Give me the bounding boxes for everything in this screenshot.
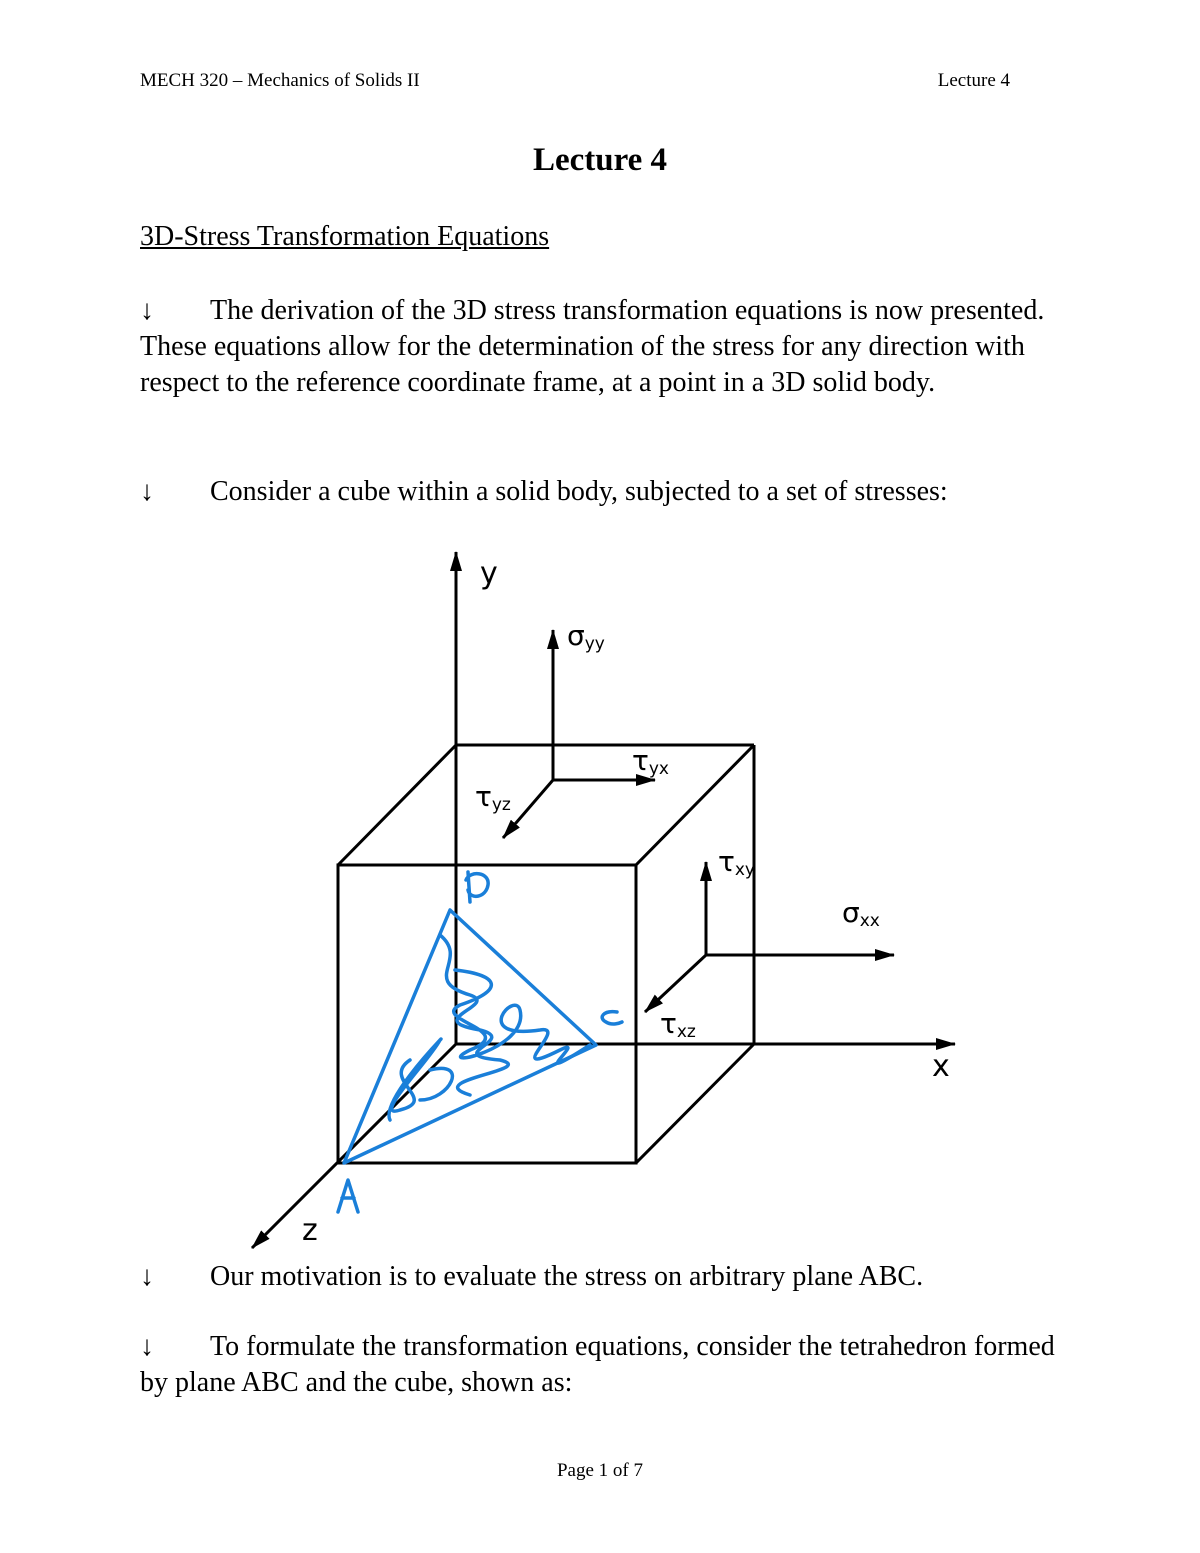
paragraph-text: To formulate the transformation equations, consider the tetrahedron formed by plane ABC and the cube, shown as: <box>140 1331 1055 1398</box>
paragraph-consider-cube <box>140 474 1070 510</box>
plane-abc-scribble <box>389 935 590 1120</box>
x-axis-label: x <box>932 1049 950 1084</box>
paragraph-text: Consider a cube within a solid body, subjected to a set of stresses: <box>210 476 948 507</box>
tau-xy-label: τxy <box>718 845 755 880</box>
point-a-mark <box>338 1180 358 1212</box>
y-axis-label: y <box>480 556 498 591</box>
paragraph-text: The derivation of the 3D stress transformation equations is now presented. These equations allow for the determination of the stress for any direction with respect to the reference coordinate frame, at a point in a 3D solid body. <box>140 295 1045 398</box>
cube-bottom-back-edge <box>636 1044 754 1163</box>
cube-top-left-edge <box>338 745 456 865</box>
running-header-lecture: Lecture 4 <box>937 70 1010 91</box>
paragraph-motivation <box>140 1259 1070 1295</box>
tau-xz-label: τxz <box>660 1007 696 1042</box>
tau-yz-label: τyz <box>475 780 511 815</box>
section-heading: 3D-Stress Transformation Equations <box>140 221 550 252</box>
tau-xz-arrow <box>645 955 706 1012</box>
paragraph-text: Our motivation is to evaluate the stress on arbitrary plane ABC. <box>210 1261 924 1292</box>
running-header-course: MECH 320 – Mechanics of Solids II <box>140 70 420 91</box>
plane-abc-outline <box>344 910 596 1163</box>
point-b-mark <box>466 872 488 902</box>
z-axis-label: z <box>302 1213 318 1248</box>
z-axis <box>252 1044 456 1248</box>
bullet-arrow-icon: ↓ <box>140 295 154 326</box>
sigma-xx-label: σxx <box>842 896 880 931</box>
bullet-arrow-icon: ↓ <box>140 1331 154 1362</box>
stress-cube-figure <box>0 530 1200 1260</box>
tau-yx-label: τyx <box>632 744 669 779</box>
point-c-mark <box>602 1012 622 1024</box>
page-title: Lecture 4 <box>532 142 668 178</box>
bullet-arrow-icon: ↓ <box>140 1261 154 1292</box>
page-footer: Page 1 of 7 <box>556 1460 643 1481</box>
bullet-arrow-icon: ↓ <box>140 476 154 507</box>
sigma-yy-label: σyy <box>567 619 605 654</box>
paragraph-derivation <box>140 293 1070 401</box>
stress-arrows <box>503 630 894 1012</box>
plane-abc-annotation <box>338 872 622 1212</box>
paragraph-tetrahedron <box>140 1329 1070 1401</box>
